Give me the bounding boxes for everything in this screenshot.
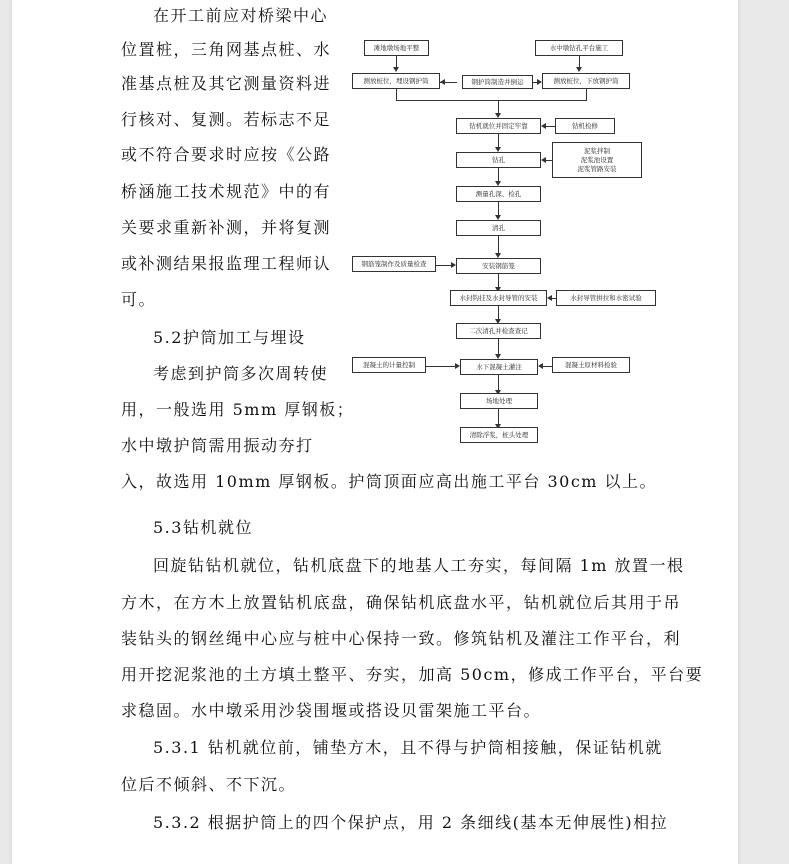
paragraph-line: 或不符合要求时应按《公路 <box>121 145 332 164</box>
flow-box-clean-hole: 清孔 <box>456 220 541 236</box>
paragraph-line: 或补测结果报监理工程师认 <box>121 254 332 273</box>
subsection-line: 5.3.1 钻机就位前，铺垫方木，且不得与护筒相接触，保证钻机就 <box>153 738 663 757</box>
flow-box-land-leveling: 滩地墩场地平整 <box>364 40 429 56</box>
flow-box-seal-pipe: 水封钩挂及水封导管的安装 <box>450 290 547 306</box>
paragraph-line: 关要求重新补测，并将复测 <box>121 218 332 237</box>
flow-box-mud: 泥浆拌制 泥浆池设置 泥浆管路安装 <box>552 142 642 178</box>
construction-flowchart <box>342 30 672 450</box>
paragraph-line: 方木，在方木上放置钻机底盘，确保钻机底盘水平，钻机就位后其用于吊 <box>121 593 682 612</box>
paragraph-line: 水中墩护筒需用振动夯打 <box>121 436 314 455</box>
flow-box-pile-head: 清除浮浆，桩头处理 <box>460 427 538 443</box>
paragraph-line: 在开工前应对桥梁中心 <box>153 6 329 25</box>
flow-box-install-cage: 安装钢筋笼 <box>456 258 541 274</box>
flow-box-steel-casing: 钢护筒制造并倒运 <box>462 75 533 89</box>
flow-box-pipe-test: 水封导管拼拉和水密试验 <box>556 290 656 306</box>
flow-box-material-check: 混凝土原材料检验 <box>552 357 630 373</box>
paragraph-line: 位置桩，三角网基点桩、水 <box>121 40 332 59</box>
paragraph-line: 准基点桩及其它测量资料进 <box>121 74 332 93</box>
paragraph-line: 行核对、复测。若标志不足 <box>121 110 332 129</box>
flow-box-survey-right: 测放桩位，下放钢护筒 <box>542 73 630 89</box>
subsection-line: 5.3.2 根据护筒上的四个保护点，用 2 条细线(基本无伸展性)相拉 <box>153 813 669 832</box>
paragraph-line: 求稳固。水中墩采用沙袋围堰或搭设贝雷架施工平台。 <box>121 701 542 720</box>
section-heading: 5.3钻机就位 <box>153 518 253 537</box>
flow-box-cage-make: 钢筋笼制作及质量检查 <box>352 256 436 272</box>
paragraph-line: 考虑到护筒多次周转使 <box>153 364 329 383</box>
paragraph-line: 装钻头的钢丝绳中心应与桩中心保持一致。修筑钻机及灌注工作平台，利 <box>121 629 682 648</box>
document-page <box>12 0 738 864</box>
paragraph-line: 可。 <box>121 290 157 309</box>
flow-box-survey-left: 测放桩位，埋设钢护筒 <box>352 73 440 89</box>
flow-box-drilling: 钻孔 <box>456 152 541 168</box>
flow-box-rig-position: 钻机就位并固定牢靠 <box>456 118 541 134</box>
flow-box-rig-check: 钻机检修 <box>555 118 615 134</box>
flow-box-underwater-pour: 水下混凝土灌注 <box>460 359 538 375</box>
paragraph-line: 用，一般选用 5mm 厚钢板； <box>121 400 355 419</box>
section-heading: 5.2护筒加工与埋设 <box>153 328 306 347</box>
paragraph-line: 入，故选用 10mm 厚钢板。护筒顶面应高出施工平台 30cm 以上。 <box>121 472 658 491</box>
paragraph-line: 桥涵施工技术规范》中的有 <box>121 182 332 201</box>
flow-box-second-clean: 二次清孔并检查查记 <box>456 323 541 339</box>
paragraph-line: 回旋钻钻机就位，钻机底盘下的地基人工夯实，每间隔 1m 放置一根 <box>153 556 685 575</box>
flow-box-concrete-meter: 混凝土的计量控制 <box>352 357 426 373</box>
paragraph-line: 位后不倾斜、不下沉。 <box>121 775 297 794</box>
flow-box-measure-hole: 测量孔深、检孔 <box>456 186 541 202</box>
paragraph-line: 用开挖泥浆池的土方填土整平、夯实，加高 50cm，修成工作平台，平台要 <box>121 665 704 684</box>
flow-box-water-platform: 水中墩钻孔平台施工 <box>535 40 623 56</box>
flow-box-site-clean: 场地处理 <box>460 393 538 409</box>
